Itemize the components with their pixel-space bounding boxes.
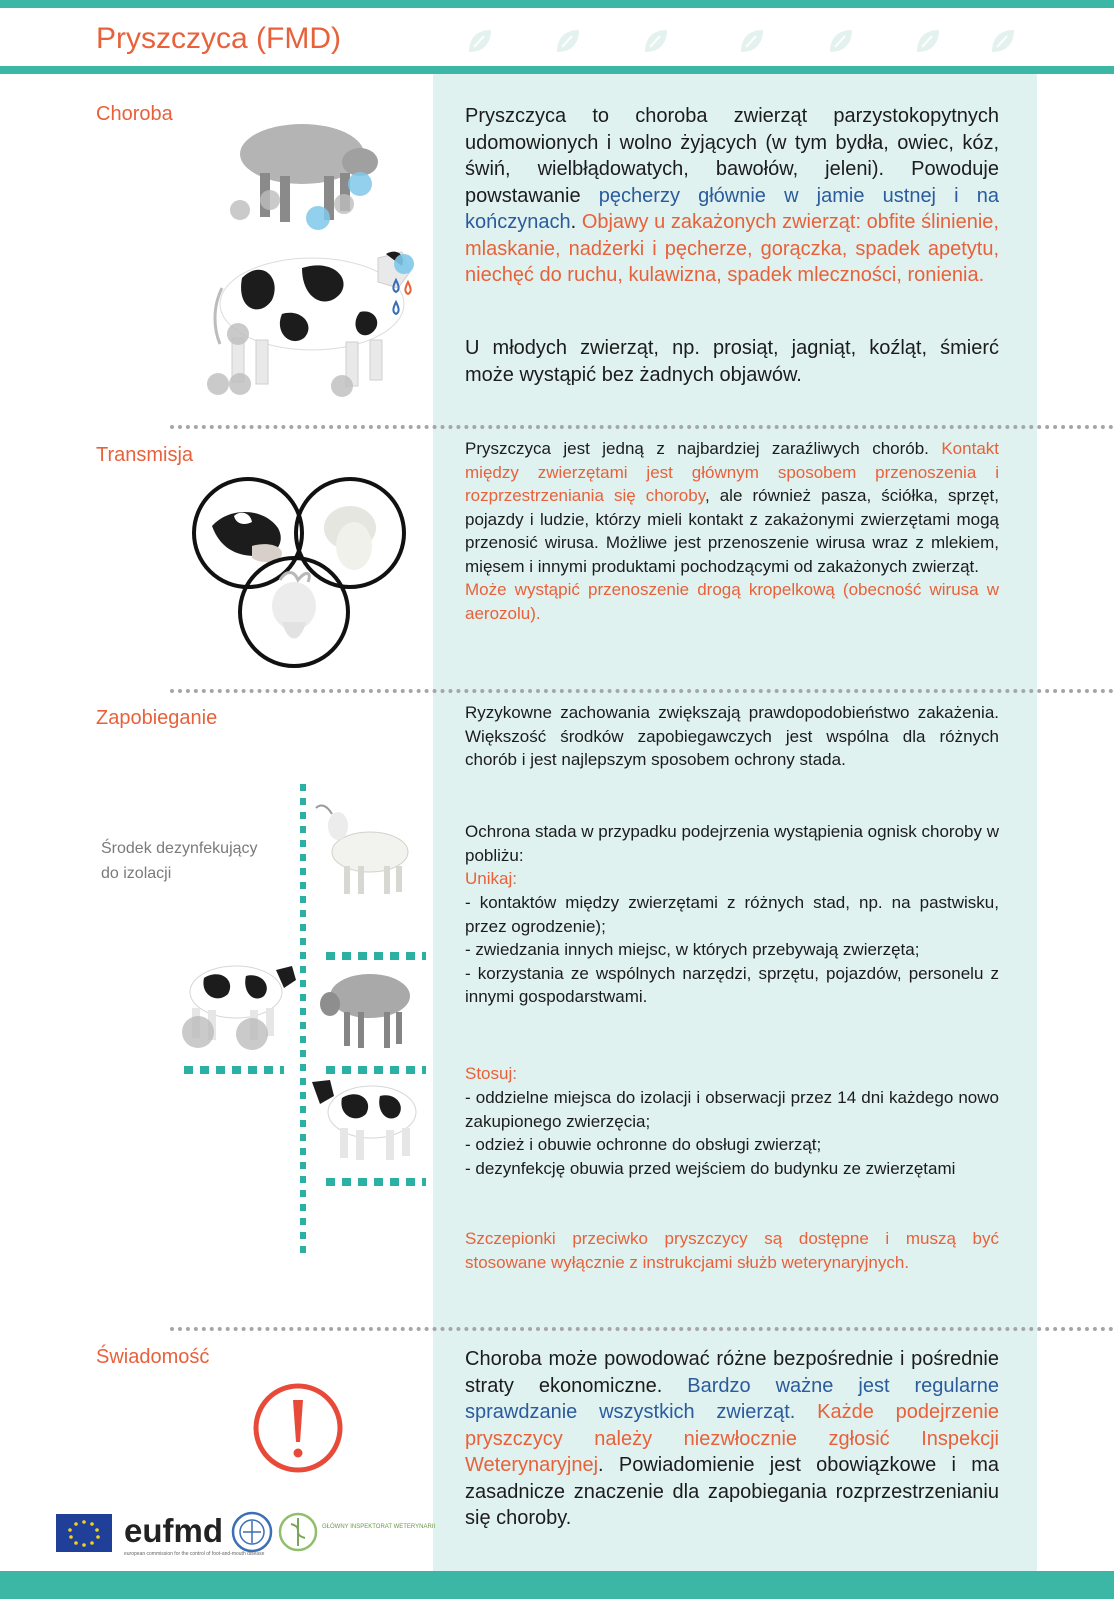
warning-icon bbox=[250, 1380, 346, 1476]
avoid-list bbox=[465, 891, 999, 1009]
title-underline-bar bbox=[0, 66, 1114, 74]
section-label-swiadomosc: Świadomość bbox=[96, 1346, 210, 1368]
section-divider bbox=[170, 425, 1114, 429]
leaf-icon bbox=[737, 26, 767, 56]
list-item: - dezynfekcję obuwia przed wejściem do budynku ze zwierzętami bbox=[465, 1158, 956, 1178]
sheep-icon bbox=[230, 124, 378, 230]
eu-flag-icon bbox=[56, 1514, 112, 1552]
leaf-icon bbox=[826, 26, 856, 56]
leaf-icon bbox=[641, 26, 671, 56]
section-label-zapobieganie: Zapobieganie bbox=[96, 707, 218, 729]
sheep-head-icon bbox=[296, 479, 404, 587]
top-band bbox=[0, 0, 1114, 8]
section-label-choroba: Choroba bbox=[96, 103, 173, 125]
list-item: - kontaktów między zwierzętami z różnych stad, np. na pastwisku, przez ogrodzenie); bbox=[465, 893, 999, 936]
leaf-icon bbox=[988, 26, 1018, 56]
use-list bbox=[465, 1086, 999, 1180]
sheep-icon bbox=[320, 974, 410, 1048]
list-item: - korzystania ze wspólnych narzędzi, sprzętu, pojazdów, personelu z innymi gospodarstwami. bbox=[465, 963, 999, 1006]
svg-text:GŁÓWNY INSPEKTORAT WETERYNARII: GŁÓWNY INSPEKTORAT WETERYNARII bbox=[322, 1524, 436, 1530]
disinfectant-note: Środek dezynfekujący do izolacji bbox=[101, 840, 258, 882]
vaccine-note: Szczepionki przeciwko pryszczycy są dostępne i muszą być stosowane wyłącznie z instrukcjami służb weterynaryjnych. bbox=[465, 1229, 999, 1272]
swiadomosc-paragraph: Choroba może powodować różne bezpośrednie i pośrednie straty ekonomiczne. Bardzo ważne jest regularne sprawdzanie wszystkich zwierząt. Każde podejrzenie pryszczycy należy niezwłocznie zgłosić Inspekcji Weterynaryjnej. Powiadomienie jest obowiązkowe i ma zasadnicze znaczenie dla zapobiegania rozprzestrzenianiu się choroby. bbox=[465, 1348, 1000, 1529]
cow-icon bbox=[207, 252, 414, 397]
avoid-title: Unikaj: bbox=[465, 869, 517, 888]
leaf-icon bbox=[553, 26, 583, 56]
transmisja-paragraph: Pryszczyca jest jedną z najbardziej zaraźliwych chorób. Kontakt między zwierzętami jest głównym sposobem przenoszenia i rozprzestrzeniania się choroby, ale również pasza, ściółka, sprzęt, pojazdy i ludzie, którzy mieli kontakt z zakażonymi zwierzętami mogą przenosić wirusa. Możliwe jest przenoszenie wirusa wraz z mlekiem, mięsem i innymi produktami pochodzącymi od zakażonych zwierząt. Może wystąpić przenoszenie drogą kropelkową (obecność wirusa w aerozolu). bbox=[465, 439, 999, 623]
choroba-paragraph-2: U młodych zwierząt, np. prosiąt, jagniąt, koźląt, śmierć może wystąpić bez żadnych objawów. bbox=[465, 337, 999, 386]
list-item: - odzież i obuwie ochronne do obsługi zwierząt; bbox=[465, 1135, 822, 1154]
section-divider bbox=[170, 689, 1114, 693]
leaf-icon bbox=[465, 26, 495, 56]
goat-icon bbox=[316, 806, 408, 894]
partner-logos bbox=[52, 1502, 436, 1564]
fao-logo bbox=[233, 1513, 271, 1551]
svg-text:eufmd: eufmd bbox=[124, 1512, 223, 1549]
section-label-transmisja: Transmisja bbox=[96, 444, 194, 466]
list-item: - zwiedzania innych miejsc, w których przebywają zwierzęta; bbox=[465, 940, 920, 959]
sheep-cow-symptoms-illustration bbox=[210, 118, 432, 408]
leaf-icon bbox=[913, 26, 943, 56]
bottom-band bbox=[0, 1571, 1114, 1599]
veterinary-inspectorate-logo bbox=[280, 1514, 435, 1550]
section-divider bbox=[170, 1327, 1114, 1331]
use-title: Stosuj: bbox=[465, 1064, 517, 1083]
list-item: - oddzielne miejsca do izolacji i obserwacji przez 14 dni każdego nowo zakupionego zwierzęcia; bbox=[465, 1088, 999, 1131]
isolation-biosecurity-illustration bbox=[180, 782, 430, 1262]
goat-head-icon bbox=[240, 558, 348, 666]
zapobieganie-intro: Ryzykowne zachowania zwiększają prawdopodobieństwo zakażenia. Większość środków zapobiegawczych jest wspólna dla różnych chorób i jest najlepszym sposobem ochrony stada. bbox=[465, 703, 999, 769]
cow-icon bbox=[312, 1080, 416, 1160]
choroba-paragraph-1: Pryszczyca to choroba zwierząt parzystokopytnych udomowionych i wolno żyjących (w tym bydła, owiec, kóz, świń, wielbłądowatych, bawołów, jeleni). Powoduje powstawanie pęcherzy głównie w jamie ustnej i na kończynach. Objawy u zakażonych zwierząt: obfite ślinienie, mlaskanie, nadżerki i pęcherze, gorączka, spadek apetytu, niechęć do ruchu, kulawizna, spadek mleczności, ronienia. bbox=[465, 105, 1000, 286]
cow-icon bbox=[182, 966, 296, 1050]
page-title: Pryszczyca (FMD) bbox=[96, 22, 341, 55]
svg-text:european commission for the co: european commission for the control of foot-and-mouth disease bbox=[124, 1551, 265, 1557]
cow-head-icon bbox=[194, 479, 302, 587]
transmission-circles-illustration bbox=[190, 476, 416, 676]
zapobieganie-herd-protection: Ochrona stada w przypadku podejrzenia wystąpienia ognisk choroby w pobliżu: bbox=[465, 822, 999, 865]
